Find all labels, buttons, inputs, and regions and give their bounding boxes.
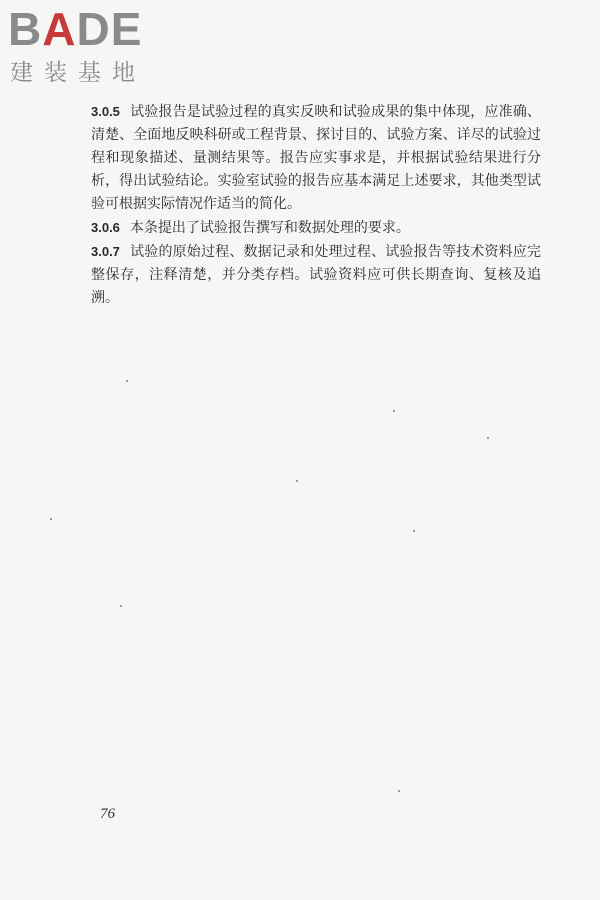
scan-speck	[487, 437, 489, 439]
scan-speck	[126, 380, 128, 382]
clause-number: 3.0.5	[91, 104, 120, 119]
scan-speck	[120, 605, 122, 607]
scan-speck	[393, 410, 395, 412]
document-body	[91, 100, 541, 310]
clause-text: 试验的原始过程、数据记录和处理过程、试验报告等技术资料应完整保存，注释清楚，并分类存档。试验资料应可供长期查询、复核及追溯。	[91, 244, 541, 306]
logo-chinese-text: 建装基地	[10, 60, 146, 86]
page-number: 76	[100, 806, 115, 822]
clause-3-0-5	[91, 100, 541, 216]
clause-number: 3.0.7	[91, 244, 120, 259]
clause-text: 本条提出了试验报告撰写和数据处理的要求。	[129, 220, 410, 236]
scan-speck	[398, 790, 400, 792]
clause-3-0-6	[91, 216, 541, 240]
clause-3-0-7	[91, 240, 541, 310]
logo-accent-letter: A	[42, 3, 77, 55]
logo-latin-text: BADE	[8, 3, 143, 55]
scan-speck	[296, 480, 298, 482]
bade-logo	[8, 4, 178, 88]
clause-number: 3.0.6	[91, 220, 120, 235]
scan-speck	[413, 530, 415, 532]
clause-text: 试验报告是试验过程的真实反映和试验成果的集中体现，应准确、清楚、全面地反映科研或工程背景、探讨目的、试验方案、详尽的试验过程和现象描述、量测结果等。报告应实事求是，并根据试验结果进行分析，得出试验结论。实验室试验的报告应基本满足上述要求，其他类型试验可根据实际情况作适当的简化。	[91, 104, 541, 212]
scan-speck	[50, 518, 52, 520]
